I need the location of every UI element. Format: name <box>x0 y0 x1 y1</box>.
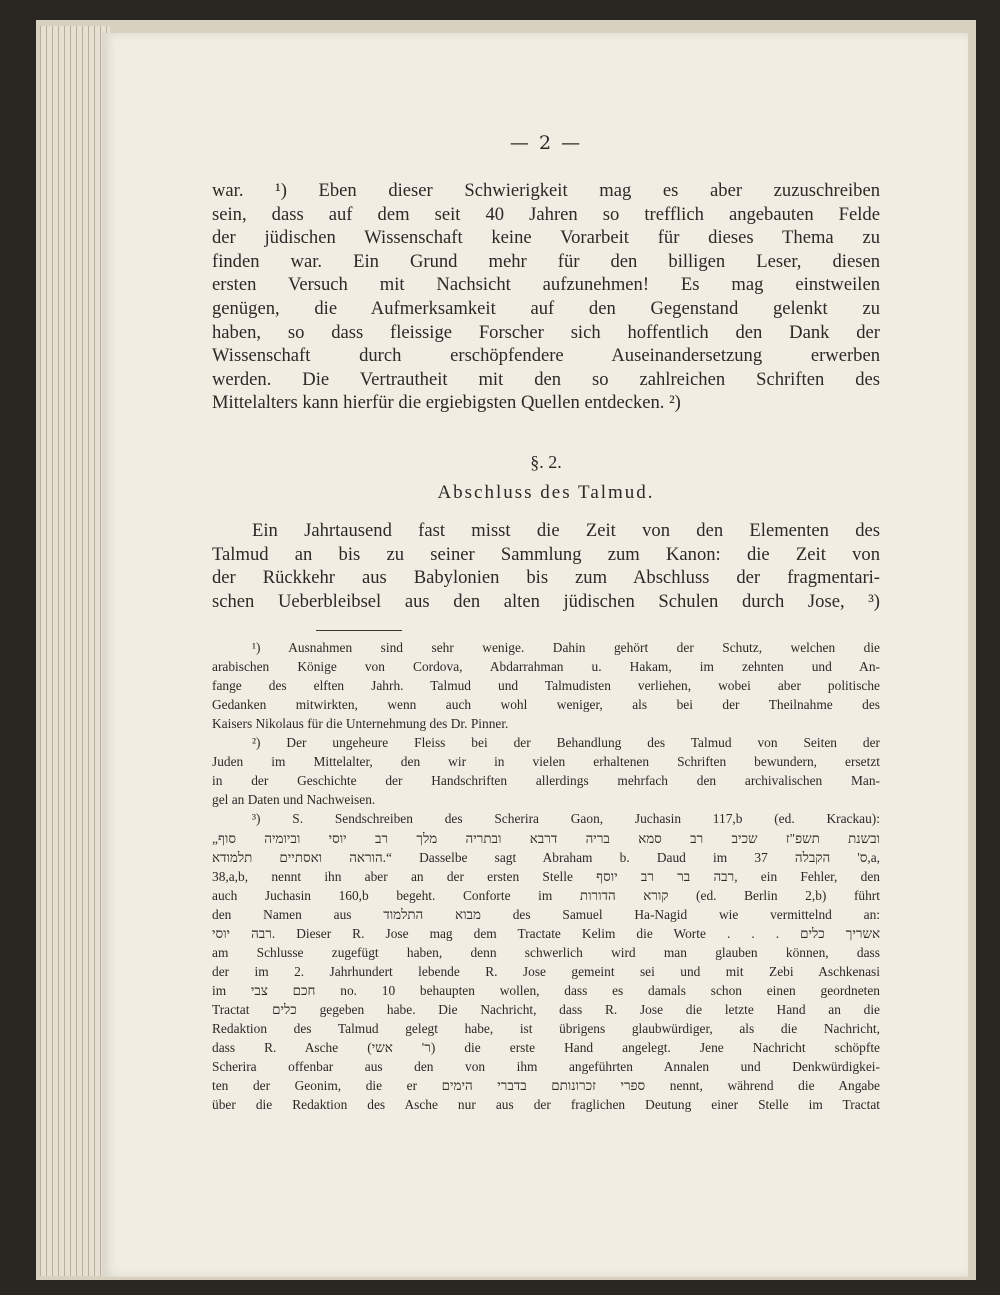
body-section-line: Ein Jahrtausend fast misst die Zeit von den Elementen des <box>252 520 880 541</box>
footnotes-line: fange des elften Jahrh. Talmud und Talmudisten verliehen, wobei aber politische <box>212 678 880 694</box>
body-top-line: sein, dass auf dem seit 40 Jahren so trefflich angebauten Felde <box>212 203 880 225</box>
footnotes-line: arabischen Könige von Cordova, Abdarrahman u. Hakam, im zehnten und An- <box>212 659 880 675</box>
page-number: — 2 — <box>509 132 583 154</box>
footnotes-line: ¹) Ausnahmen sind sehr wenige. Dahin gehört der Schutz, welchen die <box>252 640 880 655</box>
footnotes-line: der im 2. Jahrhundert lebende R. Jose gemeint sei und mit Zebi Aschkenasi <box>212 963 880 979</box>
page-stack-edges <box>40 26 110 1276</box>
footnotes-line: 38,a,b, nennt ihn aber an der ersten Stelle רבה בר רב יוסף, ein Fehler, den <box>212 868 880 884</box>
body-section-line: der Rückkehr aus Babylonien bis zum Abschluss der fragmentari- <box>212 567 880 589</box>
body-section-line: Talmud an bis zu seiner Sammlung zum Kanon: die Zeit von <box>212 543 880 565</box>
section-title: Abschluss des Talmud. <box>437 482 655 503</box>
footnotes-line: über die Redaktion des Asche nur aus der fraglichen Deutung einer Stelle im Tractat <box>212 1097 880 1113</box>
body-top-line: finden war. Ein Grund mehr für den billigen Leser, diesen <box>212 250 880 272</box>
body-section-line: schen Ueberbleibsel aus den alten jüdischen Schulen durch Jose, ³) <box>212 590 880 612</box>
body-top-line: haben, so dass fleissige Forscher sich hoffentlich den Dank der <box>212 321 880 343</box>
footnotes-line: „ובשנת תשפ"ז שכיב רב סמא בריה דרבא ובתריה מלך רב יוסי וביומיה סוף <box>212 830 880 846</box>
body-top-line: genügen, die Aufmerksamkeit auf den Gegenstand gelenkt zu <box>212 298 880 319</box>
footnotes-line: ten der Geonim, die er ספרי זכרונותם בדברי הימים nennt, während die Angabe <box>212 1078 880 1094</box>
body-top-line: Wissenschaft durch erschöpfendere Auseinandersetzung erwerben <box>212 345 880 367</box>
footnotes-line: רבה יוסי. Dieser R. Jose mag dem Tractate Kelim die Worte . . . אשריך כלים <box>212 925 880 941</box>
footnotes-line: ³) S. Sendschreiben des Scherira Gaon, Juchasin 117,b (ed. Krackau): <box>252 811 880 827</box>
footnotes-line: Gedanken mitwirkten, wenn auch wohl weniger, als bei der Theilnahme des <box>212 697 880 713</box>
footnotes-line: in der Geschichte der Handschriften allerdings mehrfach den archivalischen Man- <box>212 773 880 789</box>
footnotes-line: הוראה ואסתיים תלמודא.“ Dasselbe sagt Abraham b. Daud im ס' הקבלה 37,a, <box>212 849 880 865</box>
footnotes-line: Scherira offenbar aus den von ihm angeführten Annalen und Denkwürdigkei- <box>212 1059 880 1075</box>
footnotes-line: ²) Der ungeheure Fleiss bei der Behandlung des Talmud von Seiten der <box>252 735 880 751</box>
body-top-line: der jüdischen Wissenschaft keine Vorarbeit für dieses Thema zu <box>212 227 880 249</box>
footnotes-line: Kaisers Nikolaus für die Unternehmung des Dr. Pinner. <box>212 716 509 732</box>
section-number: §. 2. <box>530 452 562 472</box>
body-top-line: war. ¹) Eben dieser Schwierigkeit mag es aber zuzuschreiben <box>212 180 880 201</box>
body-top-line: ersten Versuch mit Nachsicht aufzunehmen! Es mag einstweilen <box>212 274 880 296</box>
footnotes-line: im חכם צבי no. 10 behaupten wollen, dass es damals schon einen geordneten <box>212 982 880 998</box>
footnotes-line: Tractat כלים gegeben habe. Die Nachricht, dass R. Jose die letzte Hand an die <box>212 1001 880 1017</box>
footnotes-line: auch Juchasin 160,b begeht. Conforte im קורא הדורות (ed. Berlin 2,b) führt <box>212 887 880 903</box>
footnotes-line: am Schlusse zugefügt haben, denn schwerlich wird man glauben können, dass <box>212 944 880 960</box>
body-top-line: Mittelalters kann hierfür die ergiebigsten Quellen entdecken. ²) <box>212 392 681 414</box>
footnotes-line: dass R. Asche (ר' אשי) die erste Hand angelegt. Jene Nachricht schöpfte <box>212 1040 880 1056</box>
body-top-line: werden. Die Vertrautheit mit den so zahlreichen Schriften des <box>212 368 880 390</box>
footnotes-line: Redaktion des Talmud gelegt habe, ist übrigens glaubwürdiger, als die Nachricht, <box>212 1021 880 1036</box>
footnotes-line: Juden im Mittelalter, den wir in vielen erhaltenen Schriften bewundern, ersetzt <box>212 754 880 770</box>
footnotes-line: den Namen aus מבוא התלמוד des Samuel Ha-Nagid wie vermittelnd an: <box>212 906 881 922</box>
footnotes-line: gel an Daten und Nachweisen. <box>212 792 376 808</box>
footnote-rule <box>316 630 402 631</box>
